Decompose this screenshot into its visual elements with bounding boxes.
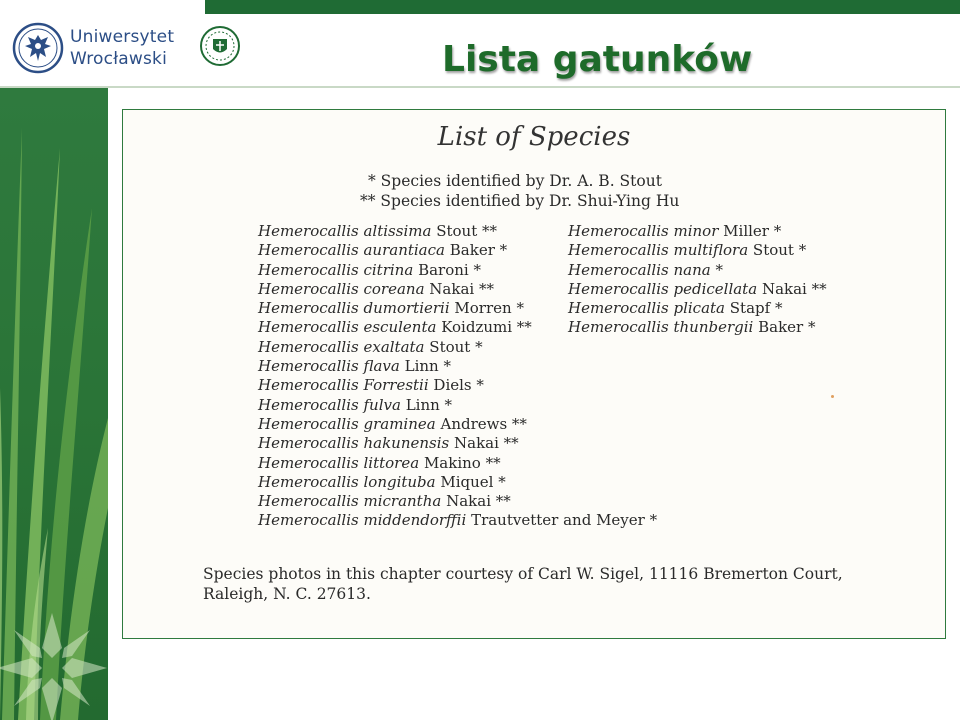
species-genus: Hemerocallis — [258, 318, 359, 337]
species-epithet: flava — [363, 357, 400, 376]
species-authority: Miller * — [723, 222, 782, 240]
university-logo — [12, 22, 175, 74]
species-entry — [258, 376, 657, 395]
species-authority: Baroni * — [418, 260, 481, 279]
header-accent-bar — [205, 0, 960, 14]
species-epithet: coreana — [363, 279, 425, 298]
species-entry — [568, 280, 827, 299]
species-genus: Hemerocallis — [568, 260, 669, 279]
species-authority: Stout ** — [436, 222, 497, 240]
species-epithet: multiflora — [673, 241, 749, 260]
university-name — [70, 26, 180, 70]
species-authority: Baker * — [758, 318, 816, 337]
species-entry — [568, 261, 827, 280]
species-epithet: plicata — [673, 299, 725, 318]
species-genus: Hemerocallis — [258, 453, 359, 472]
species-entry — [258, 473, 657, 492]
species-genus: Hemerocallis — [568, 318, 669, 337]
species-genus: Hemerocallis — [258, 395, 359, 414]
legend — [360, 171, 680, 211]
species-epithet: pedicellata — [673, 279, 758, 298]
scan-heading: List of Species — [437, 122, 631, 152]
species-authority: * — [715, 260, 723, 279]
species-authority: Trautvetter and Meyer * — [471, 511, 658, 530]
decorative-grass-panel — [0, 88, 108, 720]
species-authority: Nakai ** — [454, 434, 519, 453]
species-epithet: nana — [673, 260, 711, 279]
species-genus: Hemerocallis — [258, 511, 359, 530]
species-authority: Nakai ** — [761, 279, 827, 298]
species-genus: Hemerocallis — [258, 434, 359, 453]
species-entry — [258, 492, 657, 511]
species-authority: Linn * — [404, 357, 451, 376]
university-name-line2: Wrocławski — [70, 49, 167, 69]
species-entry — [568, 222, 827, 241]
species-genus: Hemerocallis — [568, 222, 669, 240]
species-authority: Stout * — [429, 337, 483, 356]
species-entry — [258, 454, 657, 473]
species-genus: Hemerocallis — [258, 376, 359, 395]
species-entry — [568, 299, 827, 318]
university-name-line1: Uniwersytet — [70, 27, 175, 47]
scanned-species-list — [122, 109, 946, 639]
species-epithet: Forrestii — [363, 376, 429, 395]
species-entry — [568, 318, 827, 337]
species-entry — [258, 415, 657, 434]
species-genus: Hemerocallis — [258, 492, 359, 511]
species-entry — [258, 338, 657, 357]
legend-line-2: ** Species identified by Dr. Shui-Ying Hu — [360, 192, 680, 210]
species-authority: Andrews ** — [440, 414, 527, 433]
grass-blades-graphic — [0, 88, 108, 720]
species-genus: Hemerocallis — [258, 299, 359, 318]
species-authority: Nakai ** — [446, 492, 511, 511]
species-epithet: littorea — [363, 453, 420, 472]
species-authority: Linn * — [405, 395, 453, 414]
species-epithet: altissima — [363, 222, 432, 240]
species-entry — [258, 511, 657, 530]
species-entry — [258, 357, 657, 376]
species-genus: Hemerocallis — [258, 241, 359, 260]
species-authority: Nakai ** — [429, 279, 494, 298]
species-genus: Hemerocallis — [568, 299, 669, 318]
species-genus: Hemerocallis — [258, 337, 359, 356]
photo-credit: Species photos in this chapter courtesy of Carl W. Sigel, 11116 Bremerton Court, Raleigh, N. C. 27613. — [203, 565, 843, 603]
species-authority: Miquel * — [440, 472, 506, 491]
species-genus: Hemerocallis — [258, 260, 359, 279]
species-authority: Diels * — [433, 376, 484, 395]
header-divider — [0, 86, 960, 88]
species-epithet: aurantiaca — [363, 241, 445, 260]
species-epithet: minor — [673, 222, 719, 240]
species-entry — [568, 241, 827, 260]
botanical-society-seal-icon — [198, 20, 242, 72]
species-epithet: dumortierii — [363, 299, 450, 318]
species-epithet: micrantha — [363, 492, 442, 511]
slide-title: Lista gatunków — [442, 39, 753, 80]
species-genus: Hemerocallis — [258, 357, 359, 376]
species-epithet: exaltata — [363, 337, 425, 356]
species-entry — [258, 396, 657, 415]
species-column-right — [568, 222, 827, 338]
species-genus: Hemerocallis — [258, 414, 359, 433]
species-genus: Hemerocallis — [568, 279, 669, 298]
species-epithet: graminea — [363, 414, 436, 433]
species-epithet: esculenta — [363, 318, 437, 337]
species-authority: Koidzumi ** — [441, 318, 532, 337]
species-genus: Hemerocallis — [258, 222, 359, 240]
species-epithet: longituba — [363, 472, 436, 491]
species-genus: Hemerocallis — [258, 472, 359, 491]
species-authority: Makino ** — [423, 453, 501, 472]
species-genus: Hemerocallis — [568, 241, 669, 260]
species-authority: Morren * — [454, 299, 524, 318]
species-epithet: citrina — [363, 260, 414, 279]
species-authority: Stout * — [752, 241, 807, 260]
species-epithet: middendorffii — [363, 511, 467, 530]
species-authority: Stapf * — [729, 299, 783, 318]
species-epithet: hakunensis — [363, 434, 450, 453]
legend-line-1: * Species identified by Dr. A. B. Stout — [368, 172, 662, 190]
species-epithet: fulva — [363, 395, 401, 414]
scan-speck — [831, 395, 834, 398]
species-authority: Baker * — [449, 241, 508, 260]
species-genus: Hemerocallis — [258, 279, 359, 298]
species-entry — [258, 434, 657, 453]
species-epithet: thunbergii — [673, 318, 754, 337]
university-eagle-emblem-icon — [12, 22, 64, 74]
